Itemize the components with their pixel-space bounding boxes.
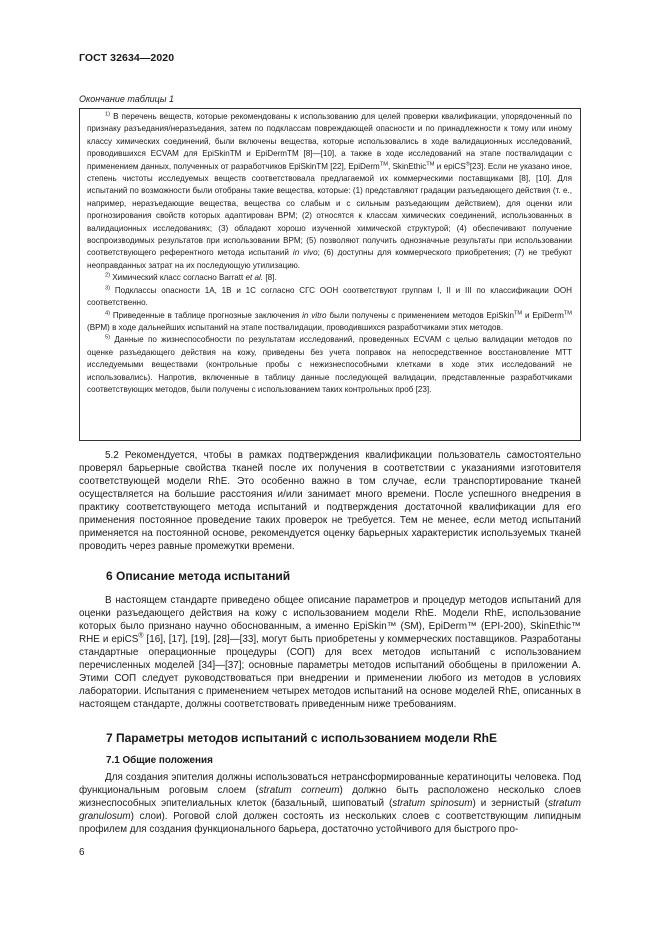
section-6-heading: 6 Описание метода испытаний [106, 569, 291, 583]
section-7-heading: 7 Параметры методов испытаний с использованием модели RhE [106, 731, 497, 745]
section-6-paragraph: В настоящем стандарте приведено общее описание параметров и процедур методов испытаний для оценки разъедающего действия на кожу с использованием модели RhE. Модели RhE, использование которых было признано научно обоснованным, а именно EpiSkin™ (SM), EpiDerm™ (EPI-200), SkinEthic™ RHE и epiCS® [16], [17], [19], [28]—[33], могут быть приобретены у коммерческих поставщиков. Разработаны стандартные операционные процедуры (СОП) для всех методов испытаний с использованием перечисленных моделей [34]—[37]; основные параметры методов испытаний обобщены в приложении А. Этими СОП следует руководствоваться при внедрении и применении любого из методов в условиях лаборатории. Испытания с применением четырех методов испытаний на основе моделей RhE, описанных в настоящем стандарте, должны соответствовать приведенным ниже требованиям. [79, 595, 581, 710]
page-number: 6 [79, 847, 85, 858]
footnote-mark: 2) [105, 272, 111, 279]
document-header: ГОСТ 32634—2020 [79, 52, 175, 64]
footnote-5: $^{5)}$ Данные по жизнеспособности по результатам исследований, проведенных ECVAM с целью валидации методов по оценке разъедающего действия на кожу, приведены без учета поправок на непосредственное восстановление МТТ исследуемыми веществами (контрольные пробы с нежизнеспособными клетками в ходе этих исследований не использовались). Напротив, включенные в таблицу данные последующей валидации, представленные разработчиками соответствующих методов, были получены с использованием таких контрольных проб [23]. [87, 334, 572, 394]
footnote-2: $^{2)}$ Химический класс согласно Barratt et al. [8]. [105, 272, 277, 283]
footnote-4: $^{4)}$ Приведенные в таблице прогнозные заключения in vitro были получены с применением методов EpiSkin™ и EpiDerm™ (ВРМ) в ходе дальнейших испытаний на этапе поствалидации, проводившихся разработчиками этих методов. [87, 309, 572, 332]
footnote-mark: 4) [105, 309, 111, 316]
paragraph-5-2: 5.2 Рекомендуется, чтобы в рамках подтверждения квалификации пользователь самостоятельно проверял барьерные свойства тканей после их получения в соответствии с указаниями изготовителя соответствующей модели RhE. Это особенно важно в том случае, если транспортирование тканей осуществляется на большие расстояния и/или занимает много времени. После успешного внедрения в практику соответствующего метода испытаний и подтверждения достаточной квалификации для его применения постоянное проведение таких проверок не требуется. Тем не менее, если метод испытаний применяется на постоянной основе, рекомендуется оценку барьерных характеристик используемых тканей проводить через равные промежутки времени. [79, 450, 581, 552]
subsection-7-1-heading: 7.1 Общие положения [106, 755, 213, 766]
footnote-3: $^{3)}$ Подклассы опасности 1А, 1В и 1С согласно СГС ООН соответствуют группам I, II и III по классификации ООН соответственно. [87, 285, 572, 308]
table-footnotes-box [79, 108, 581, 441]
footnote-1: $^{1)}$ В перечень веществ, которые рекомендованы к использованию для целей проверки квалификации, упорядоченный по признаку разъедания/неразъедания, затем по подклассам повреждающей опасности и по принадлежности к тому или иному классу химических соединений, были включены вещества, которые использовались в ходе валидационных исследований, проводившихся ECVAM для EpiSkinTM и EpiDermTM [8]—[10], а также в ходе исследований на этапе поствалидации с применением данных, полученных от разработчиков EpiSkinTM [22], EpiDerm™, SkinEthic™ и epiCS®[23]. Если не указано иное, степень чистоты исследуемых веществ соответствовала предлагаемой их коммерческими поставщиками [8], [10]. Для испытаний по возможности были отобраны такие вещества, которые: (1) представляют градации разъедающего действия (т. е., например, неразъедающие вещества, вещества со слабым и с сильным разъедающим действием), для оценки или прогнозирования свойств которых адаптирован ВРМ; (2) относятся к классам химических соединений, использованных в валидационных исследованиях; (3) обладают хорошо изученной химической структурой; (4) обеспечивают получение воспроизводимых результатов при использовании ВРМ; (5) позволяют получить однозначные результаты при использовании соответствующего референтного метода испытаний in vivo; (6) доступны для коммерческого приобретения; (7) не требуют неоправданных затрат на их последующую утилизацию. [87, 111, 572, 270]
table-caption: Окончание таблицы 1 [79, 94, 174, 104]
footnote-mark: 3) [105, 285, 111, 291]
footnote-mark: 5) [105, 334, 111, 341]
section-7-1-paragraph: Для создания эпителия должны использоваться нетрансформированные кератиноциты человека. Под функциональным роговым слоем (stratum corneum) должно быть расположено несколько слоев жизнеспособных эпителиальных клеток (базальный, шиповатый (stratum spinosum) и зернистый (stratum granulosum) слои). Роговой слой должен состоять из нескольких слоев с соответствующим липидным профилем для создания функционального барьера, достаточно устойчивого для быстрого про- [79, 772, 581, 835]
footnote-mark: 1) [105, 111, 111, 118]
